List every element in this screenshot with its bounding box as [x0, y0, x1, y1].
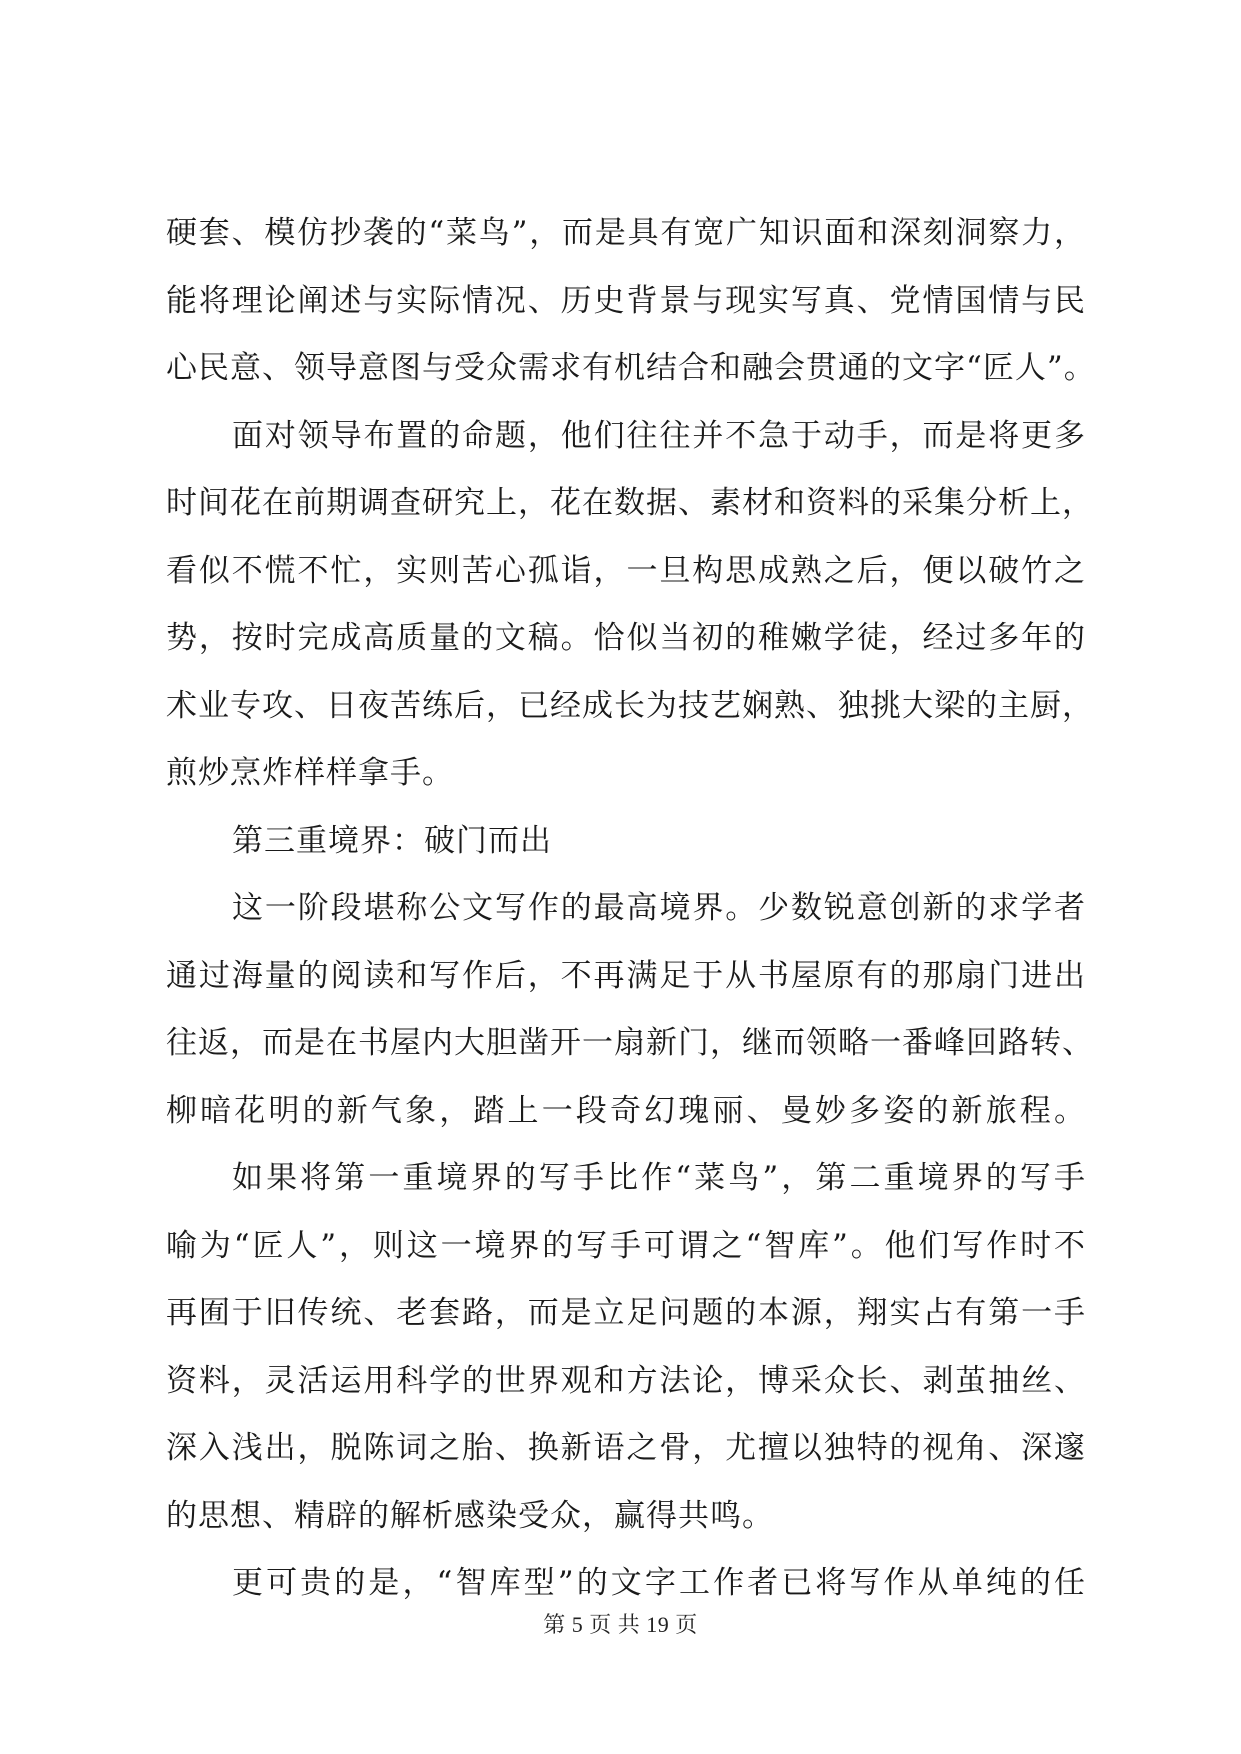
text-line: 硬套、模仿抄袭的“菜鸟”，而是具有宽广知识面和深刻洞察力，: [166, 215, 1086, 251]
text-line: 煎炒烹炸样样拿手。: [166, 755, 454, 791]
text-line: 喻为“匠人”，则这一境界的写手可谓之“智库”。他们写作时不: [166, 1227, 1086, 1264]
text-line: 心民意、领导意图与受众需求有机结合和融会贯通的文字“匠人”。: [166, 350, 1096, 386]
text-line: 第三重境界：破门而出: [232, 822, 552, 859]
text-line: 能将理论阐述与实际情况、历史背景与现实写真、党情国情与民: [166, 282, 1086, 319]
text-line: 资料，灵活运用科学的世界观和方法论，博采众长、剥茧抽丝、: [166, 1362, 1086, 1399]
text-line: 时间花在前期调查研究上，花在数据、素材和资料的采集分析上，: [166, 485, 1094, 521]
text-line: 术业专攻、日夜苦练后，已经成长为技艺娴熟、独挑大梁的主厨，: [166, 687, 1094, 724]
text-line: 通过海量的阅读和写作后，不再满足于从书屋原有的那扇门进出: [166, 957, 1086, 994]
text-line: 看似不慌不忙，实则苦心孤诣，一旦构思成熟之后，便以破竹之: [166, 552, 1086, 589]
text-line: 再囿于旧传统、老套路，而是立足问题的本源，翔实占有第一手: [166, 1295, 1086, 1331]
page-footer: 第 5 页 共 19 页: [543, 1612, 698, 1637]
text-line: 更可贵的是，“智库型”的文字工作者已将写作从单纯的任: [232, 1565, 1086, 1601]
text-line: 深入浅出，脱陈词之胎、换新语之骨，尤擅以独特的视角、深邃: [166, 1430, 1086, 1466]
text-line: 如果将第一重境界的写手比作“菜鸟”，第二重境界的写手: [232, 1160, 1086, 1196]
text-line: 面对领导布置的命题，他们往往并不急于动手，而是将更多: [232, 417, 1086, 454]
text-line: 的思想、精辟的解析感染受众，赢得共鸣。: [166, 1497, 774, 1534]
document-body: [166, 200, 1096, 1618]
text-line: 这一阶段堪称公文写作的最高境界。少数锐意创新的求学者: [232, 890, 1086, 926]
text-line: 势，按时完成高质量的文稿。恰似当初的稚嫩学徒，经过多年的: [166, 620, 1086, 656]
text-line: 往返，而是在书屋内大胆凿开一扇新门，继而领略一番峰回路转、: [166, 1025, 1094, 1061]
text-line: 柳暗花明的新气象，踏上一段奇幻瑰丽、曼妙多姿的新旅程。: [166, 1092, 1086, 1129]
